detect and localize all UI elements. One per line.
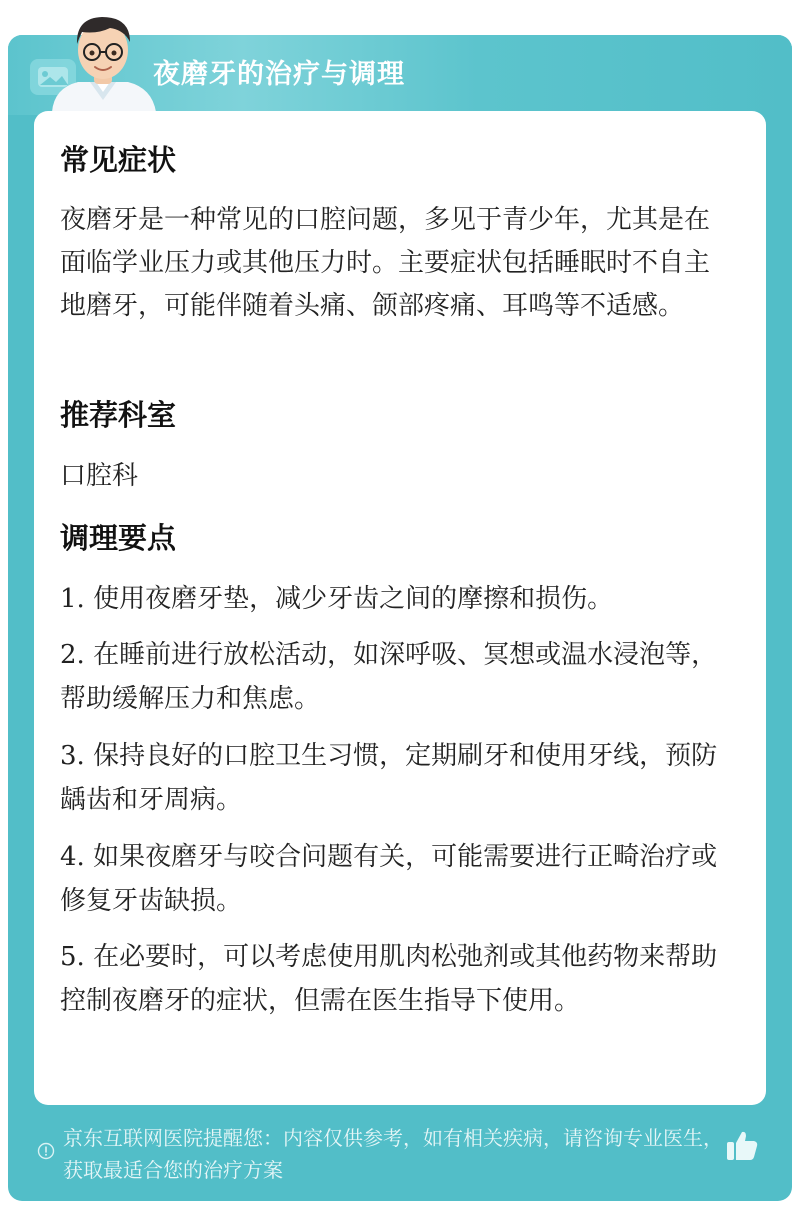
symptoms-text: 夜磨牙是一种常见的口腔问题，多见于青少年，尤其是在面临学业压力或其他压力时。主要症状包括睡眠时不自主地磨牙，可能伴随着头痛、颌部疼痛、耳鸣等不适感。	[60, 205, 711, 321]
info-icon	[37, 1142, 55, 1160]
list-item-text: 如果夜磨牙与咬合问题有关，可能需要进行正畸治疗或修复牙齿缺损。	[60, 842, 718, 916]
thumbs-up-icon[interactable]	[724, 1128, 760, 1164]
section-heading-care: 调理要点	[60, 521, 177, 555]
list-item-number: 3.	[60, 741, 85, 771]
list-item-number: 5.	[60, 942, 85, 972]
list-item-text: 使用夜磨牙垫，减少牙齿之间的摩擦和损伤。	[93, 584, 614, 614]
doctor-avatar	[44, 8, 162, 112]
section-heading-department: 推荐科室	[60, 398, 177, 432]
list-item	[60, 577, 732, 621]
list-item-text: 保持良好的口腔卫生习惯，定期刷牙和使用牙线，预防龋齿和牙周病。	[60, 741, 718, 815]
section-heading-symptoms: 常见症状	[60, 143, 177, 177]
page-title: 夜磨牙的治疗与调理	[153, 59, 405, 90]
list-item-number: 4.	[60, 842, 85, 872]
list-item	[60, 734, 732, 822]
list-item	[60, 835, 732, 923]
list-item-text: 在必要时，可以考虑使用肌肉松弛剂或其他药物来帮助控制夜磨牙的症状，但需在医生指导下使用。	[60, 942, 718, 1016]
disclaimer-text: 京东互联网医院提醒您：内容仅供参考，如有相关疾病，请咨询专业医生，获取最适合您的治疗方案	[63, 1126, 723, 1182]
department-text: 口腔科	[60, 461, 139, 491]
list-item	[60, 633, 732, 721]
list-item-number: 2.	[60, 640, 85, 670]
list-item-text: 在睡前进行放松活动，如深呼吸、冥想或温水浸泡等，帮助缓解压力和焦虑。	[60, 640, 718, 714]
list-item-number: 1.	[60, 584, 85, 614]
list-item	[60, 935, 732, 1023]
